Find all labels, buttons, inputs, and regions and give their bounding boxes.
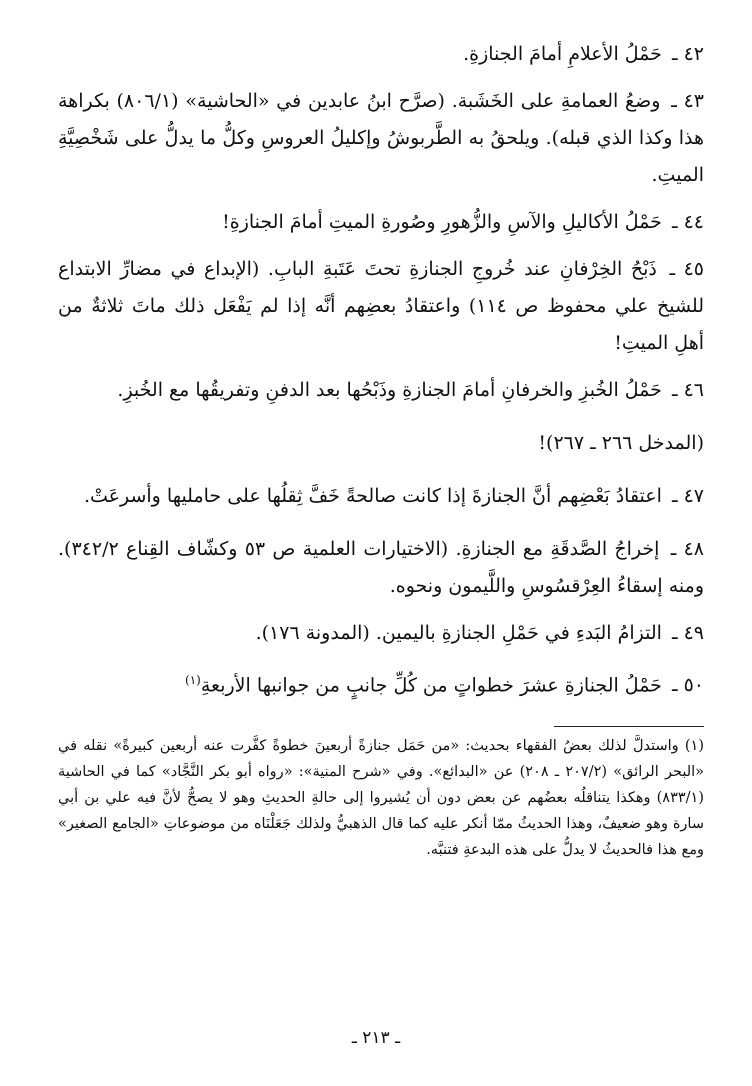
list-item (58, 204, 704, 241)
item-text: حَمْلُ الجنازةِ عشرَ خطواتٍ من كُلِّ جانبٍ من جوانبها الأربعةِ (200, 674, 662, 697)
item-text: حَمْلُ الأعلامِ أمامَ الجنازةِ. (463, 43, 662, 65)
list-item (58, 662, 704, 704)
item-text: إخراجُ الصَّدقَةِ مع الجنازةِ. (الاختيارات العلمية ص ٥٣ وكشّاف القِناع ٣٤٢/٢). ومنه إسقاءُ العِرْقسُوسِ واللَّيمون ونحوه. (58, 538, 704, 597)
footnote-marker: (١) (185, 673, 201, 687)
list-item (58, 615, 704, 652)
list-item (58, 251, 704, 362)
item-text: حَمْلُ الخُبزِ والخرفانِ أمامَ الجنازةِ وذَبْحُها بعد الدفنِ وتفريقُها مع الخُبزِ. (117, 379, 662, 401)
item-number: ٤٦ ـ (671, 379, 704, 401)
item-number: ٤٨ ـ (670, 538, 704, 560)
footnote: (١) واستدلَّ لذلك بعضُ الفقهاء بحديث: «من حَمَل جنازةً أربعينَ خطوةً كفَّرت عنه أربعين كبيرةً» نقله في «البحر الرائق» (٢٠٧/٢ ـ ٢٠٨) عن «البدائع». وفي «شرح المنية»: «رواه أبو بكر النَّجَّاد» كما في الحاشية (٨٣٣/١) وهكذا يتناقلُه بعضُهم عن بعض دون أن يُشيروا إلى حالةِ الحديثِ وهو لا يصحُّ لأنَّ فيه علي بن أبي سارة وهو ضعيفٌ، وهذا الحديثُ ممّا أنكر عليه كما قال الذهبيُّ ولذلك جَعَلْنَاه من موضوعاتِ «الجامع الصغير» ومع هذا فالحديثُ لا يدلُّ على هذه البدعةِ فتنبَّه. (58, 738, 705, 859)
list-item (58, 478, 704, 515)
list-item (58, 372, 704, 409)
item-number: ٤٢ ـ (671, 43, 704, 65)
item-text: ذَبْحُ الخِرْفانِ عند خُروجِ الجنازةِ تحتَ عَتَبةِ البابِ. (الإبداع في مضارِّ الابتداع للشيخ علي محفوظ ص ١١٤) واعتقادُ بعضِهم أنَّه إذا لم يَفْعَل ذلك ماتَ ثلاثةٌ من أهلِ الميتِ! (58, 258, 704, 354)
item-number: ٤٥ ـ (669, 258, 705, 280)
list-item (58, 83, 704, 194)
source-reference: (المدخل ٢٦٦ ـ ٢٦٧)! (538, 432, 704, 454)
item-number: ٥٠ ـ (671, 674, 704, 697)
item-text: حَمْلُ الأكاليلِ والآسِ والزُّهورِ وصُورةِ الميتِ أمامَ الجنازةِ! (222, 211, 662, 233)
list-item (58, 531, 704, 605)
item-number: ٤٩ ـ (671, 622, 704, 644)
item-number: ٤٧ ـ (671, 485, 704, 507)
item-number: ٤٤ ـ (671, 211, 704, 233)
item-number: ٤٣ ـ (671, 90, 704, 112)
page-number: ـ ٢١٣ ـ (351, 1028, 401, 1048)
item-text: التزامُ البَدءِ في حَمْلِ الجنازةِ باليمين. (المدونة ١٧٦). (255, 622, 662, 644)
item-text: وضعُ العمامةِ على الخَشَبة. (صرَّح ابنُ عابدين في «الحاشية» (٨٠٦/١) بكراهة هذا وكذا الذي قبله). ويلحقُ به الطَّربوشُ وإكليلُ العروسِ وكلُّ ما يدلُّ على شَخْصِيَّةِ الميتِ. (58, 90, 704, 186)
list-item (58, 36, 704, 73)
footnote-divider (554, 726, 704, 727)
item-text: اعتقادُ بَعْضِهم أنَّ الجنازةَ إذا كانت صالحةً خَفَّ ثِقلُها على حامليها وأسرعَتْ. (83, 485, 662, 507)
